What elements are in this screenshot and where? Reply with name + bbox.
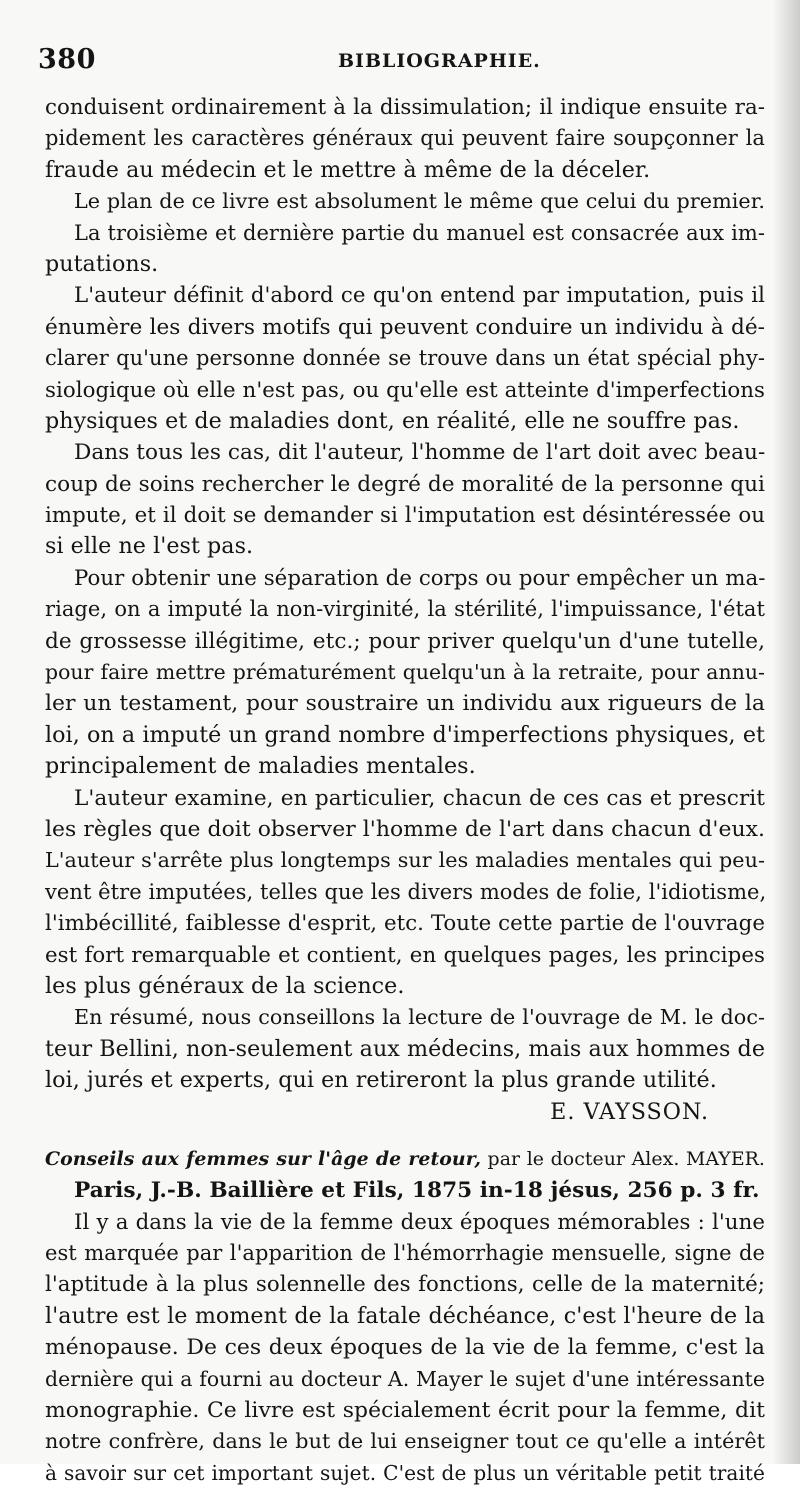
text-line: ménopause. De ces deux époques de la vie de la femme, c'est la [45, 1335, 765, 1361]
text-line: les règles que doit observer l'homme de l'art dans chacun d'eux. [45, 816, 765, 842]
text-line: fraude au médecin et le mettre à même de la déceler. [45, 156, 651, 183]
page-number: 380 [38, 44, 96, 75]
text-line: vent être imputées, telles que les divers modes de folie, l'idiotisme, [45, 879, 767, 904]
text-line: les plus généraux de la science. [45, 972, 405, 999]
text-line: physiques et de maladies dont, en réalité, elle ne souffre pas. [45, 407, 740, 434]
text-line: à savoir sur cet important sujet. C'est de plus un véritable petit traité [45, 1460, 765, 1485]
review-paragraphs [45, 92, 765, 1097]
text-line: notre confrère, dans le but de lui enseigner tout ce qu'elle a intérêt [45, 1429, 765, 1454]
book-review-paragraphs [45, 1207, 765, 1489]
text-line: coup de soins rechercher le degré de moralité de la personne qui [45, 471, 765, 497]
text-line: pour faire mettre prématurément quelqu'un à la retraite, pour annu- [45, 660, 765, 685]
text-line: l'autre est le moment de la fatale déchéance, c'est l'heure de la [45, 1302, 765, 1329]
text-line: ler un testament, pour soustraire un individu aux rigueurs de la [45, 691, 765, 717]
text-line: clarer qu'une personne donnée se trouve dans un état spécial phy- [45, 346, 765, 371]
running-title: BIBLIOGRAPHIE. [338, 50, 541, 72]
text-line: loi, on a imputé un grand nombre d'imperfections physiques, et [45, 721, 765, 748]
text-line: principalement de maladies mentales. [45, 753, 476, 780]
text-line: Il y a dans la vie de la femme deux époques mémorables : l'une [74, 1209, 765, 1235]
text-line: Le plan de ce livre est absolument le même que celui du premier. [74, 189, 765, 214]
text-line: L'auteur définit d'abord ce qu'on entend par imputation, puis il [74, 283, 765, 309]
book-author: par le docteur Alex. MAYER. [480, 1147, 765, 1170]
text-line: siologique où elle n'est pas, ou qu'elle est atteinte d'imperfections [45, 377, 765, 403]
text-line: L'auteur examine, en particulier, chacun de ces cas et prescrit [74, 785, 765, 811]
book-publication: Paris, J.-B. Baillière et Fils, 1875 in-18 jésus, 256 p. 3 fr. [74, 1178, 760, 1204]
text-line: teur Bellini, non-seulement aux médecins, mais aux hommes de [45, 1035, 765, 1062]
text-line: l'aptitude à la plus solennelle des fonctions, celle de la maternité; [45, 1272, 765, 1298]
text-line: En résumé, nous conseillons la lecture de l'ouvrage de M. le doc- [74, 1005, 765, 1030]
review-signature: E. VAYSSON. [550, 1098, 709, 1125]
text-line: dernière qui a fourni au docteur A. Mayer le sujet d'une intéressante [45, 1366, 765, 1391]
text-line: de grossesse illégitime, etc.; pour priver quelqu'un d'une tutelle, [45, 628, 765, 654]
text-line: est fort remarquable et contient, en quelques pages, les principes [45, 942, 765, 968]
text-line: La troisième et dernière partie du manuel est consacrée aux im- [74, 220, 765, 245]
text-line: conduisent ordinairement à la dissimulation; il indique ensuite ra- [45, 95, 765, 120]
text-line: pidement les caractères généraux qui peuvent faire soupçonner la [45, 126, 765, 151]
text-line: impute, et il doit se demander si l'imputation est désintéressée ou [45, 503, 765, 529]
book-title: Conseils aux femmes sur l'âge de retour, [45, 1147, 481, 1170]
text-line: riage, on a imputé la non-virginité, la stérilité, l'impuissance, l'état [45, 597, 765, 622]
text-line: si elle ne l'est pas. [45, 533, 254, 560]
text-line: monographie. Ce livre est spécialement écrit pour la femme, dit [45, 1398, 765, 1424]
text-line: loi, jurés et experts, qui en retireront la plus grande utilité. [45, 1067, 717, 1094]
page-edge-shadow [772, 0, 800, 1464]
text-line: Pour obtenir une séparation de corps ou pour empêcher un ma- [74, 565, 766, 591]
book-title-line [45, 1144, 765, 1175]
text-line: putations. [45, 250, 159, 277]
text-line: L'auteur s'arrête plus longtemps sur les maladies mentales qui peu- [45, 848, 765, 873]
text-line: est marquée par l'apparition de l'hémorrhagie mensuelle, signe de [45, 1241, 765, 1266]
page-header [38, 44, 760, 80]
page-text [45, 92, 765, 1489]
text-line: Dans tous les cas, dit l'auteur, l'homme de l'art doit avec beau- [74, 440, 766, 466]
text-line: l'imbécillité, faiblesse d'esprit, etc. Toute cette partie de l'ouvrage [45, 911, 766, 937]
text-line: énumère les divers motifs qui peuvent conduire un individu à dé- [45, 314, 765, 340]
